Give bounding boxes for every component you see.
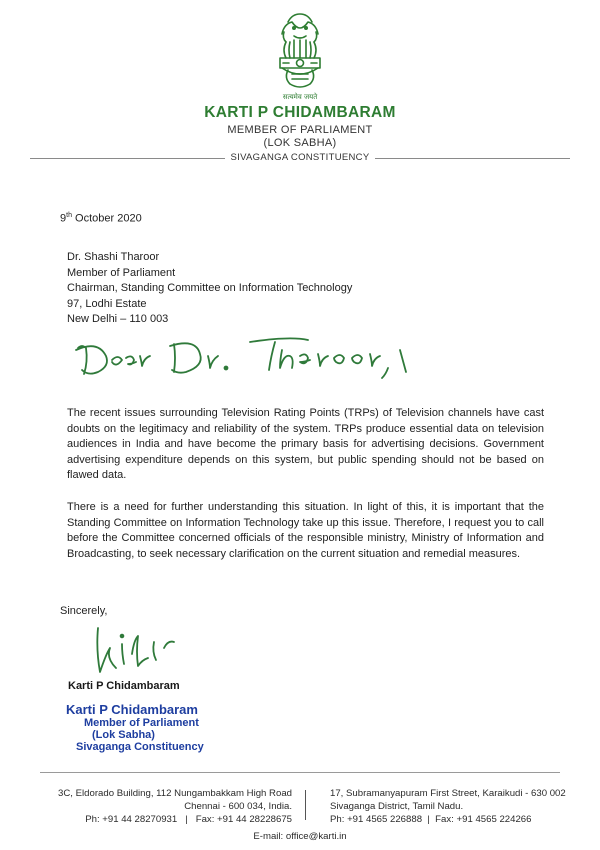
stamp-constituency: Sivaganga Constituency: [76, 741, 204, 753]
footer-karaikudi-address: [330, 787, 566, 826]
recipient-line: 97, Lodhi Estate: [67, 297, 147, 310]
stamp-house: (Lok Sabha): [92, 729, 155, 741]
body-paragraph: There is a need for further understanding this situation. In light of this, it is important that the Standing Committee on Information Technology take up this issue. Therefore, I request you to call before the Committee concerned officials of the responsible ministry, Ministry of Information and Broadcasting, to seek necessary clarification on the current situation and remedial measures.: [67, 501, 544, 560]
date-day: 9: [60, 212, 67, 225]
footer-email: E-mail: office@karti.in: [253, 831, 347, 842]
letterhead-constituency: [0, 152, 600, 163]
stamp-title: Member of Parliament: [84, 717, 199, 729]
recipient-line: Dr. Shashi Tharoor: [67, 251, 160, 263]
footer-line: Ph: +91 44 28270931 | Fax: +91 44 28228675: [85, 814, 292, 825]
footer-line: 17, Subramanyapuram First Street, Karaikudi - 630 002: [330, 788, 566, 799]
emblem-motto: सत्यमेव जयते: [282, 93, 318, 101]
date-rest: October 2020: [71, 212, 142, 225]
handwritten-salutation: [70, 328, 450, 383]
footer-line: 3C, Eldorado Building, 112 Nungambakkam High Road: [58, 788, 292, 799]
footer-divider: [305, 790, 306, 820]
recipient-line: Member of Parliament: [67, 266, 176, 279]
footer-line: Sivaganga District, Tamil Nadu.: [330, 801, 464, 812]
recipient-address: [67, 250, 352, 328]
recipient-line: Chairman, Standing Committee on Information Technology: [67, 282, 353, 294]
closing: Sincerely,: [60, 605, 108, 617]
recipient-line: New Delhi – 110 003: [67, 313, 169, 325]
handwritten-signature: [88, 618, 198, 688]
letterhead-title: MEMBER OF PARLIAMENT: [227, 124, 373, 136]
official-stamp: [66, 702, 204, 753]
letterhead-name: KARTI P CHIDAMBARAM: [204, 104, 396, 121]
national-emblem-icon: [268, 8, 332, 104]
footer-line: Ph: +91 4565 226888 | Fax: +91 4565 224266: [330, 814, 532, 825]
footer-rule: [40, 772, 560, 773]
letterhead-subtitle: (LOK SABHA): [263, 137, 337, 149]
footer-line: Chennai - 600 034, India.: [184, 801, 292, 812]
footer-chennai-address: [58, 787, 292, 826]
letter-date: [60, 208, 142, 227]
signer-name: Karti P Chidambaram: [68, 680, 180, 692]
body-paragraph: The recent issues surrounding Television Rating Points (TRPs) of Television channels have cast doubts on the legitimacy and reliability of the system. TRPs produce essential data on television audiences in India and have become the primary basis for advertising decisions. Government advertising expenditure depends on this system, but public spending should not be based on flawed data.: [67, 407, 544, 481]
constituency-label: SIVAGANGA CONSTITUENCY: [225, 152, 376, 163]
date-suffix: th: [66, 212, 72, 219]
stamp-name: Karti P Chidambaram: [66, 702, 198, 717]
